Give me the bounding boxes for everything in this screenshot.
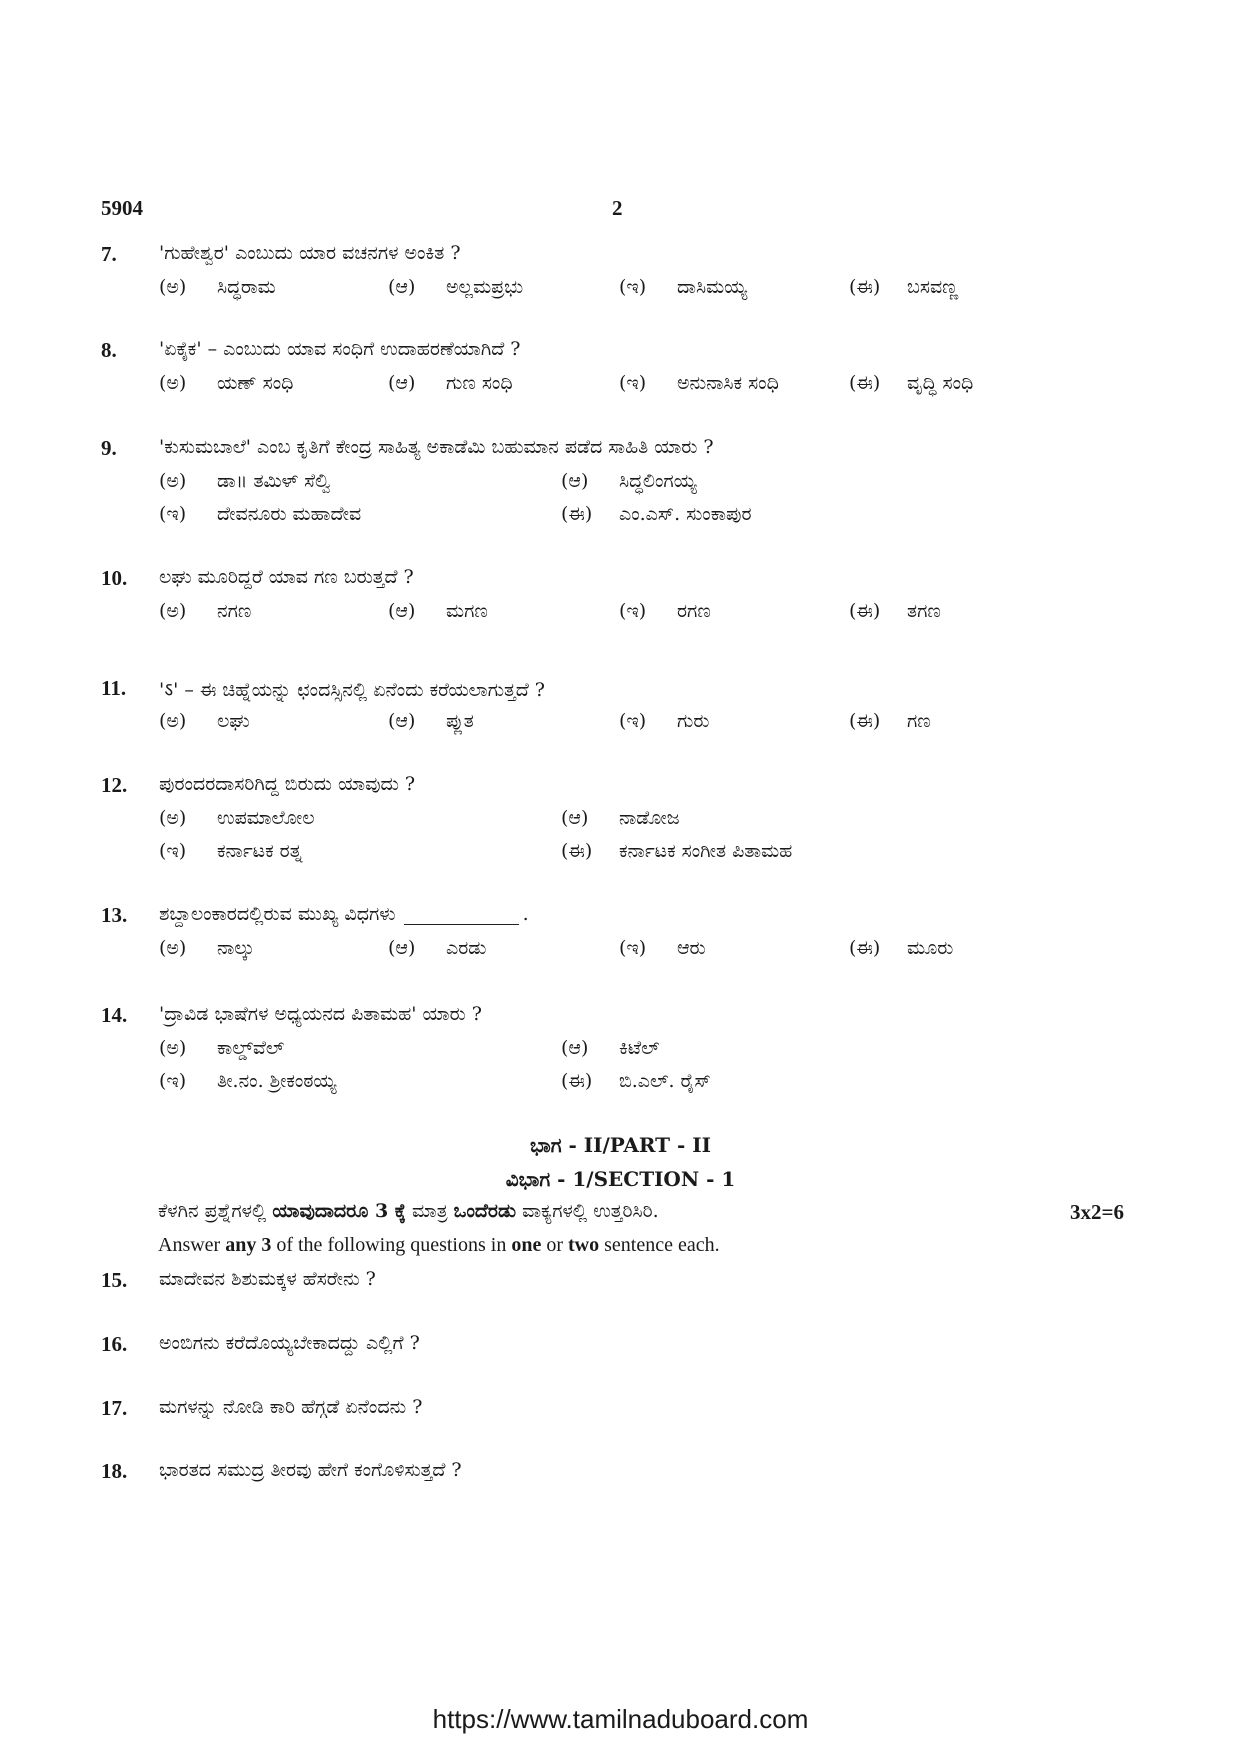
option-c: (ಇ) ದೇವನೂರು ಮಹಾದೇವ [159,503,362,525]
question-text: ಪುರಂದರದಾಸರಿಗಿದ್ದ ಬಿರುದು ಯಾವುದು ? [159,773,416,795]
option-d: (ಈ) ಗಣ [849,710,931,732]
question-number: 16. [101,1332,128,1356]
option-d: (ಈ) ಬಸವಣ್ಣ [849,276,959,298]
question-number: 13. [101,903,128,927]
question-text: ಅಂಬಿಗನು ಕರೆದೊಯ್ಯಬೇಕಾದದ್ದು ಎಲ್ಲಿಗೆ ? [159,1332,420,1354]
question-number: 14. [101,1003,128,1027]
question-text: 'ಕುಸುಮಬಾಲೆ' ಎಂಬ ಕೃತಿಗೆ ಕೇಂದ್ರ ಸಾಹಿತ್ಯ ಅಕಾಡೆಮಿ ಬಹುಮಾನ ಪಡೆದ ಸಾಹಿತಿ ಯಾರು ? [159,436,714,458]
option-b: (ಆ) ಗುಣ ಸಂಧಿ [388,372,513,394]
option-b: (ಆ) ನಾಡೋಜ [561,807,680,829]
option-b: (ಆ) ಕಿಟೆಲ್ [561,1037,660,1059]
paper-code: 5904 [101,196,143,220]
option-b: (ಆ) ಮಗಣ [388,600,488,622]
footer-url: https://www.tamilnaduboard.com [432,1704,809,1734]
marks-allocation: 3x2=6 [1070,1200,1124,1224]
option-a: (ಅ) ನಾಲ್ಕು [159,937,255,959]
option-a: (ಅ) ಯಣ್ ಸಂಧಿ [159,372,294,394]
part-title: ಭಾಗ - II/PART - II [530,1133,711,1157]
option-b: (ಆ) ಪ್ಲುತ [388,710,474,732]
question-text: 'ದ್ರಾವಿಡ ಭಾಷೆಗಳ ಅಧ್ಯಯನದ ಪಿತಾಮಹ' ಯಾರು ? [159,1003,482,1025]
question-text: 'ಏಕೈಕ' – ಎಂಬುದು ಯಾವ ಸಂಧಿಗೆ ಉದಾಹರಣೆಯಾಗಿದೆ ? [159,338,521,360]
question-number: 10. [101,566,128,590]
section-title: ವಿಭಾಗ - 1/SECTION - 1 [505,1167,736,1191]
question-text: 'ಗುಹೇಶ್ವರ' ಎಂಬುದು ಯಾರ ವಚನಗಳ ಅಂಕಿತ ? [159,242,461,264]
question-number: 15. [101,1268,128,1292]
option-d: (ಈ) ಎಂ.ಎಸ್. ಸುಂಕಾಪುರ [561,503,752,525]
question-text: 'ऽ' – ಈ ಚಿಹ್ನೆಯನ್ನು ಛಂದಸ್ಸಿನಲ್ಲಿ ಏನೆಂದು ಕರೆಯಲಾಗುತ್ತದೆ ? [159,679,545,701]
question-text: ಮಾದೇವನ ಶಿಶುಮಕ್ಕಳ ಹೆಸರೇನು ? [159,1268,376,1290]
question-number: 8. [101,338,117,362]
option-c: (ಇ) ಗುರು [619,710,710,732]
question-number: 7. [101,242,117,266]
question-number: 17. [101,1396,128,1420]
instruction-kannada: ಕೆಳಗಿನ ಪ್ರಶ್ನೆಗಳಲ್ಲಿ ಯಾವುದಾದರೂ 3 ಕ್ಕೆ ಮಾತ್ರ ಒಂದೆರಡು ವಾಕ್ಯಗಳಲ್ಲಿ ಉತ್ತರಿಸಿರಿ. [158,1200,659,1222]
option-c: (ಇ) ಕರ್ನಾಟಕ ರತ್ನ [159,840,303,862]
option-c: (ಇ) ಆರು [619,937,706,959]
question-number: 9. [101,436,117,460]
option-c: (ಇ) ಅನುನಾಸಿಕ ಸಂಧಿ [619,372,779,394]
question-text: ಶಬ್ದಾಲಂಕಾರದಲ್ಲಿರುವ ಮುಖ್ಯ ವಿಧಗಳು . [159,903,529,925]
question-number: 12. [101,773,128,797]
answer-blank [404,906,519,925]
option-a: (ಅ) ಲಘು [159,710,250,732]
option-a: (ಅ) ಸಿದ್ಧರಾಮ [159,276,276,298]
option-d: (ಈ) ತಗಣ [849,600,941,622]
option-d: (ಈ) ವೃದ್ಧಿ ಸಂಧಿ [849,372,974,394]
option-a: (ಅ) ಕಾಲ್ಡ್‌ವೆಲ್ [159,1037,285,1059]
option-a: (ಅ) ಉಪಮಾಲೋಲ [159,807,315,829]
option-c: (ಇ) ದಾಸಿಮಯ್ಯ [619,276,748,298]
option-d: (ಈ) ಬಿ.ಎಲ್. ರೈಸ್ [561,1070,711,1092]
option-b: (ಆ) ಅಲ್ಲಮಪ್ರಭು [388,276,524,298]
option-d: (ಈ) ಮೂರು [849,937,954,959]
page-number: 2 [612,196,623,220]
option-b: (ಆ) ಎರಡು [388,937,487,959]
option-b: (ಆ) ಸಿದ್ಧಲಿಂಗಯ್ಯ [561,470,697,492]
instruction-english: Answer any 3 of the following questions in one or two sentence each. [158,1234,720,1256]
option-c: (ಇ) ರಗಣ [619,600,711,622]
option-d: (ಈ) ಕರ್ನಾಟಕ ಸಂಗೀತ ಪಿತಾಮಹ [561,840,793,862]
question-text: ಭಾರತದ ಸಮುದ್ರ ತೀರವು ಹೇಗೆ ಕಂಗೊಳಿಸುತ್ತದೆ ? [159,1459,462,1481]
question-text: ಮಗಳನ್ನು ನೋಡಿ ಕಾರಿ ಹೆಗ್ಗಡೆ ಏನೆಂದನು ? [159,1396,423,1418]
option-c: (ಇ) ತೀ.ನಂ. ಶ್ರೀಕಂಠಯ್ಯ [159,1070,337,1092]
option-a: (ಅ) ನಗಣ [159,600,252,622]
question-text: ಲಘು ಮೂರಿದ್ದರೆ ಯಾವ ಗಣ ಬರುತ್ತದೆ ? [159,566,414,588]
question-number: 11. [101,676,127,700]
question-number: 18. [101,1459,128,1483]
option-a: (ಅ) ಡಾ॥ ತಮಿಳ್ ಸೆಲ್ವಿ [159,470,331,492]
